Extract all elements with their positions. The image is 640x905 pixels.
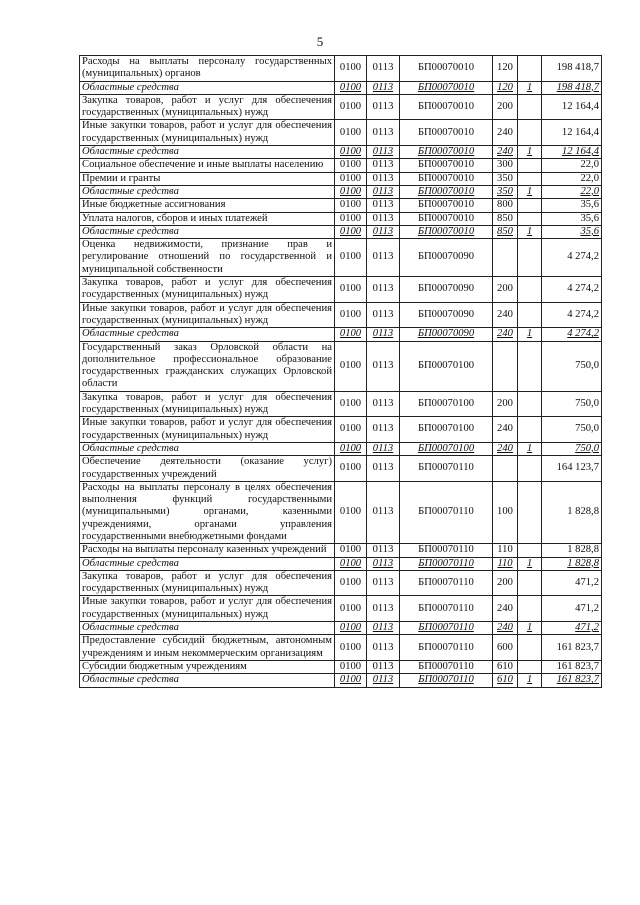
cell-expense-type: [493, 456, 518, 482]
cell-expense-type: 240: [493, 622, 518, 635]
cell-target-code: БП00070010: [400, 146, 493, 159]
cell-expense-type: [493, 341, 518, 391]
table-row: [80, 239, 602, 277]
cell-funding-source: [518, 56, 542, 82]
cell-expense-type: 600: [493, 635, 518, 661]
cell-amount: 161 823,7: [542, 674, 602, 687]
cell-name: Оценка недвижимости, признание прав и регулирование отношений по государственной и муниципальной собственности: [80, 239, 335, 277]
table-row: [80, 302, 602, 328]
cell-subsection: 0113: [367, 277, 400, 303]
cell-subsection: 0113: [367, 81, 400, 94]
cell-amount: 12 164,4: [542, 146, 602, 159]
cell-section: 0100: [335, 199, 367, 212]
cell-name: Иные закупки товаров, работ и услуг для обеспечения государственных (муниципальных) нужд: [80, 417, 335, 443]
cell-funding-source: [518, 199, 542, 212]
cell-expense-type: 110: [493, 544, 518, 557]
cell-name: Областные средства: [80, 557, 335, 570]
cell-expense-type: 240: [493, 596, 518, 622]
cell-section: 0100: [335, 277, 367, 303]
cell-funding-source: [518, 277, 542, 303]
cell-target-code: БП00070110: [400, 456, 493, 482]
cell-subsection: 0113: [367, 120, 400, 146]
cell-funding-source: 1: [518, 674, 542, 687]
cell-expense-type: 350: [493, 185, 518, 198]
cell-amount: 750,0: [542, 442, 602, 455]
cell-section: 0100: [335, 481, 367, 543]
cell-name: Расходы на выплаты персоналу казенных учреждений: [80, 544, 335, 557]
cell-amount: 161 823,7: [542, 635, 602, 661]
cell-section: 0100: [335, 570, 367, 596]
cell-expense-type: 240: [493, 120, 518, 146]
cell-section: 0100: [335, 94, 367, 120]
cell-name: Областные средства: [80, 225, 335, 238]
cell-expense-type: 800: [493, 199, 518, 212]
cell-target-code: БП00070010: [400, 199, 493, 212]
cell-funding-source: [518, 212, 542, 225]
cell-expense-type: 240: [493, 417, 518, 443]
cell-name: Расходы на выплаты персоналу государственных (муниципальных) органов: [80, 56, 335, 82]
cell-funding-source: [518, 544, 542, 557]
cell-name: Расходы на выплаты персоналу в целях обеспечения выполнения функций государственными (муниципальными) органами, казенными учреждениями, органами управления государственными внебюджетными фондами: [80, 481, 335, 543]
cell-target-code: БП00070100: [400, 341, 493, 391]
cell-subsection: 0113: [367, 456, 400, 482]
cell-funding-source: 1: [518, 328, 542, 341]
table-row: [80, 120, 602, 146]
cell-name: Обеспечение деятельности (оказание услуг) государственных учреждений: [80, 456, 335, 482]
cell-target-code: БП00070110: [400, 622, 493, 635]
cell-target-code: БП00070110: [400, 544, 493, 557]
table-row: [80, 172, 602, 185]
cell-expense-type: 120: [493, 56, 518, 82]
cell-target-code: БП00070110: [400, 557, 493, 570]
cell-section: 0100: [335, 172, 367, 185]
cell-target-code: БП00070100: [400, 442, 493, 455]
cell-funding-source: [518, 94, 542, 120]
cell-subsection: 0113: [367, 239, 400, 277]
table-row-regional-funds: [80, 622, 602, 635]
cell-subsection: 0113: [367, 596, 400, 622]
cell-target-code: БП00070110: [400, 596, 493, 622]
cell-name: Закупка товаров, работ и услуг для обеспечения государственных (муниципальных) нужд: [80, 570, 335, 596]
cell-funding-source: [518, 341, 542, 391]
cell-amount: 750,0: [542, 391, 602, 417]
table-row-regional-funds: [80, 557, 602, 570]
cell-target-code: БП00070090: [400, 239, 493, 277]
cell-name: Иные бюджетные ассигнования: [80, 199, 335, 212]
cell-amount: 22,0: [542, 185, 602, 198]
cell-funding-source: [518, 391, 542, 417]
cell-funding-source: [518, 660, 542, 673]
cell-section: 0100: [335, 328, 367, 341]
table-row: [80, 481, 602, 543]
cell-expense-type: 240: [493, 442, 518, 455]
cell-subsection: 0113: [367, 557, 400, 570]
cell-subsection: 0113: [367, 544, 400, 557]
cell-subsection: 0113: [367, 417, 400, 443]
cell-target-code: БП00070090: [400, 277, 493, 303]
cell-amount: 198 418,7: [542, 81, 602, 94]
cell-target-code: БП00070010: [400, 159, 493, 172]
table-row-regional-funds: [80, 328, 602, 341]
cell-amount: 471,2: [542, 622, 602, 635]
cell-amount: 4 274,2: [542, 302, 602, 328]
cell-target-code: БП00070110: [400, 635, 493, 661]
cell-funding-source: [518, 596, 542, 622]
cell-amount: 1 828,8: [542, 481, 602, 543]
cell-subsection: 0113: [367, 660, 400, 673]
cell-funding-source: 1: [518, 622, 542, 635]
cell-section: 0100: [335, 456, 367, 482]
cell-section: 0100: [335, 212, 367, 225]
table-row-regional-funds: [80, 674, 602, 687]
table-row: [80, 417, 602, 443]
cell-subsection: 0113: [367, 94, 400, 120]
cell-section: 0100: [335, 391, 367, 417]
cell-expense-type: 240: [493, 328, 518, 341]
cell-target-code: БП00070010: [400, 185, 493, 198]
cell-expense-type: 850: [493, 225, 518, 238]
cell-section: 0100: [335, 596, 367, 622]
cell-subsection: 0113: [367, 302, 400, 328]
table-row: [80, 159, 602, 172]
cell-name: Иные закупки товаров, работ и услуг для обеспечения государственных (муниципальных) нужд: [80, 596, 335, 622]
table-row: [80, 94, 602, 120]
cell-section: 0100: [335, 660, 367, 673]
cell-expense-type: 350: [493, 172, 518, 185]
cell-subsection: 0113: [367, 212, 400, 225]
table-row: [80, 212, 602, 225]
cell-name: Областные средства: [80, 81, 335, 94]
cell-subsection: 0113: [367, 622, 400, 635]
cell-amount: 164 123,7: [542, 456, 602, 482]
cell-amount: 4 274,2: [542, 328, 602, 341]
cell-expense-type: 200: [493, 391, 518, 417]
cell-target-code: БП00070110: [400, 481, 493, 543]
cell-section: 0100: [335, 120, 367, 146]
cell-name: Премии и гранты: [80, 172, 335, 185]
cell-name: Социальное обеспечение и иные выплаты населению: [80, 159, 335, 172]
table-row: [80, 341, 602, 391]
cell-expense-type: 240: [493, 302, 518, 328]
table-row: [80, 456, 602, 482]
cell-amount: 22,0: [542, 159, 602, 172]
cell-name: Областные средства: [80, 185, 335, 198]
cell-amount: 1 828,8: [542, 544, 602, 557]
table-row: [80, 199, 602, 212]
cell-name: Областные средства: [80, 674, 335, 687]
cell-funding-source: 1: [518, 442, 542, 455]
cell-name: Закупка товаров, работ и услуг для обеспечения государственных (муниципальных) нужд: [80, 277, 335, 303]
cell-name: Областные средства: [80, 328, 335, 341]
cell-name: Областные средства: [80, 146, 335, 159]
cell-section: 0100: [335, 302, 367, 328]
cell-amount: 22,0: [542, 172, 602, 185]
cell-amount: 198 418,7: [542, 56, 602, 82]
cell-section: 0100: [335, 341, 367, 391]
cell-target-code: БП00070010: [400, 225, 493, 238]
cell-funding-source: [518, 172, 542, 185]
cell-subsection: 0113: [367, 570, 400, 596]
table-row-regional-funds: [80, 185, 602, 198]
cell-subsection: 0113: [367, 391, 400, 417]
table-row: [80, 277, 602, 303]
cell-expense-type: 200: [493, 570, 518, 596]
cell-amount: 12 164,4: [542, 120, 602, 146]
cell-funding-source: [518, 120, 542, 146]
cell-target-code: БП00070110: [400, 660, 493, 673]
cell-subsection: 0113: [367, 146, 400, 159]
table-row: [80, 391, 602, 417]
cell-section: 0100: [335, 146, 367, 159]
cell-name: Предоставление субсидий бюджетным, автономным учреждениям и иным некоммерческим организациям: [80, 635, 335, 661]
page-number: 5: [316, 34, 324, 49]
cell-expense-type: 200: [493, 94, 518, 120]
cell-amount: 471,2: [542, 570, 602, 596]
cell-amount: 161 823,7: [542, 660, 602, 673]
cell-funding-source: [518, 239, 542, 277]
table-row-regional-funds: [80, 81, 602, 94]
table-row: [80, 660, 602, 673]
cell-section: 0100: [335, 225, 367, 238]
cell-target-code: БП00070010: [400, 212, 493, 225]
cell-funding-source: [518, 570, 542, 596]
cell-section: 0100: [335, 239, 367, 277]
table-row-regional-funds: [80, 225, 602, 238]
cell-target-code: БП00070090: [400, 302, 493, 328]
cell-expense-type: [493, 239, 518, 277]
cell-section: 0100: [335, 544, 367, 557]
cell-section: 0100: [335, 81, 367, 94]
cell-section: 0100: [335, 417, 367, 443]
cell-expense-type: 610: [493, 660, 518, 673]
table-row-regional-funds: [80, 146, 602, 159]
cell-section: 0100: [335, 674, 367, 687]
cell-target-code: БП00070110: [400, 570, 493, 596]
cell-section: 0100: [335, 557, 367, 570]
table-row: [80, 596, 602, 622]
cell-funding-source: 1: [518, 81, 542, 94]
table-row: [80, 544, 602, 557]
cell-expense-type: 300: [493, 159, 518, 172]
cell-expense-type: 100: [493, 481, 518, 543]
cell-subsection: 0113: [367, 199, 400, 212]
table-row: [80, 635, 602, 661]
cell-name: Областные средства: [80, 622, 335, 635]
cell-target-code: БП00070090: [400, 328, 493, 341]
cell-subsection: 0113: [367, 635, 400, 661]
cell-name: Иные закупки товаров, работ и услуг для обеспечения государственных (муниципальных) нужд: [80, 302, 335, 328]
cell-section: 0100: [335, 56, 367, 82]
cell-amount: 12 164,4: [542, 94, 602, 120]
cell-subsection: 0113: [367, 56, 400, 82]
cell-expense-type: 110: [493, 557, 518, 570]
cell-amount: 35,6: [542, 199, 602, 212]
cell-amount: 750,0: [542, 341, 602, 391]
cell-subsection: 0113: [367, 172, 400, 185]
cell-funding-source: [518, 635, 542, 661]
cell-section: 0100: [335, 635, 367, 661]
cell-funding-source: [518, 417, 542, 443]
budget-table: [79, 55, 602, 688]
cell-name: Уплата налогов, сборов и иных платежей: [80, 212, 335, 225]
cell-name: Областные средства: [80, 442, 335, 455]
cell-target-code: БП00070010: [400, 56, 493, 82]
cell-name: Закупка товаров, работ и услуг для обеспечения государственных (муниципальных) нужд: [80, 94, 335, 120]
cell-subsection: 0113: [367, 442, 400, 455]
cell-section: 0100: [335, 442, 367, 455]
cell-subsection: 0113: [367, 674, 400, 687]
cell-expense-type: 610: [493, 674, 518, 687]
cell-expense-type: 200: [493, 277, 518, 303]
cell-subsection: 0113: [367, 341, 400, 391]
cell-target-code: БП00070110: [400, 674, 493, 687]
cell-section: 0100: [335, 185, 367, 198]
cell-subsection: 0113: [367, 225, 400, 238]
cell-funding-source: 1: [518, 146, 542, 159]
cell-funding-source: [518, 302, 542, 328]
cell-funding-source: 1: [518, 185, 542, 198]
cell-target-code: БП00070100: [400, 417, 493, 443]
cell-target-code: БП00070010: [400, 172, 493, 185]
cell-target-code: БП00070010: [400, 94, 493, 120]
table-row: [80, 570, 602, 596]
cell-target-code: БП00070010: [400, 120, 493, 146]
cell-expense-type: 850: [493, 212, 518, 225]
cell-amount: 4 274,2: [542, 277, 602, 303]
cell-subsection: 0113: [367, 159, 400, 172]
cell-subsection: 0113: [367, 328, 400, 341]
cell-amount: 35,6: [542, 212, 602, 225]
cell-name: Закупка товаров, работ и услуг для обеспечения государственных (муниципальных) нужд: [80, 391, 335, 417]
cell-funding-source: [518, 159, 542, 172]
cell-section: 0100: [335, 159, 367, 172]
cell-subsection: 0113: [367, 185, 400, 198]
cell-funding-source: 1: [518, 557, 542, 570]
table-row-regional-funds: [80, 442, 602, 455]
cell-name: Субсидии бюджетным учреждениям: [80, 660, 335, 673]
cell-amount: 35,6: [542, 225, 602, 238]
cell-amount: 750,0: [542, 417, 602, 443]
table-body: [80, 56, 602, 688]
cell-target-code: БП00070010: [400, 81, 493, 94]
cell-name: Государственный заказ Орловской области на дополнительное профессиональное образование государственных гражданских служащих Орловской области: [80, 341, 335, 391]
cell-funding-source: [518, 456, 542, 482]
cell-name: Иные закупки товаров, работ и услуг для обеспечения государственных (муниципальных) нужд: [80, 120, 335, 146]
cell-funding-source: 1: [518, 225, 542, 238]
cell-amount: 4 274,2: [542, 239, 602, 277]
cell-amount: 1 828,8: [542, 557, 602, 570]
cell-funding-source: [518, 481, 542, 543]
cell-expense-type: 120: [493, 81, 518, 94]
cell-section: 0100: [335, 622, 367, 635]
cell-amount: 471,2: [542, 596, 602, 622]
cell-subsection: 0113: [367, 481, 400, 543]
cell-expense-type: 240: [493, 146, 518, 159]
table-row: [80, 56, 602, 82]
cell-target-code: БП00070100: [400, 391, 493, 417]
